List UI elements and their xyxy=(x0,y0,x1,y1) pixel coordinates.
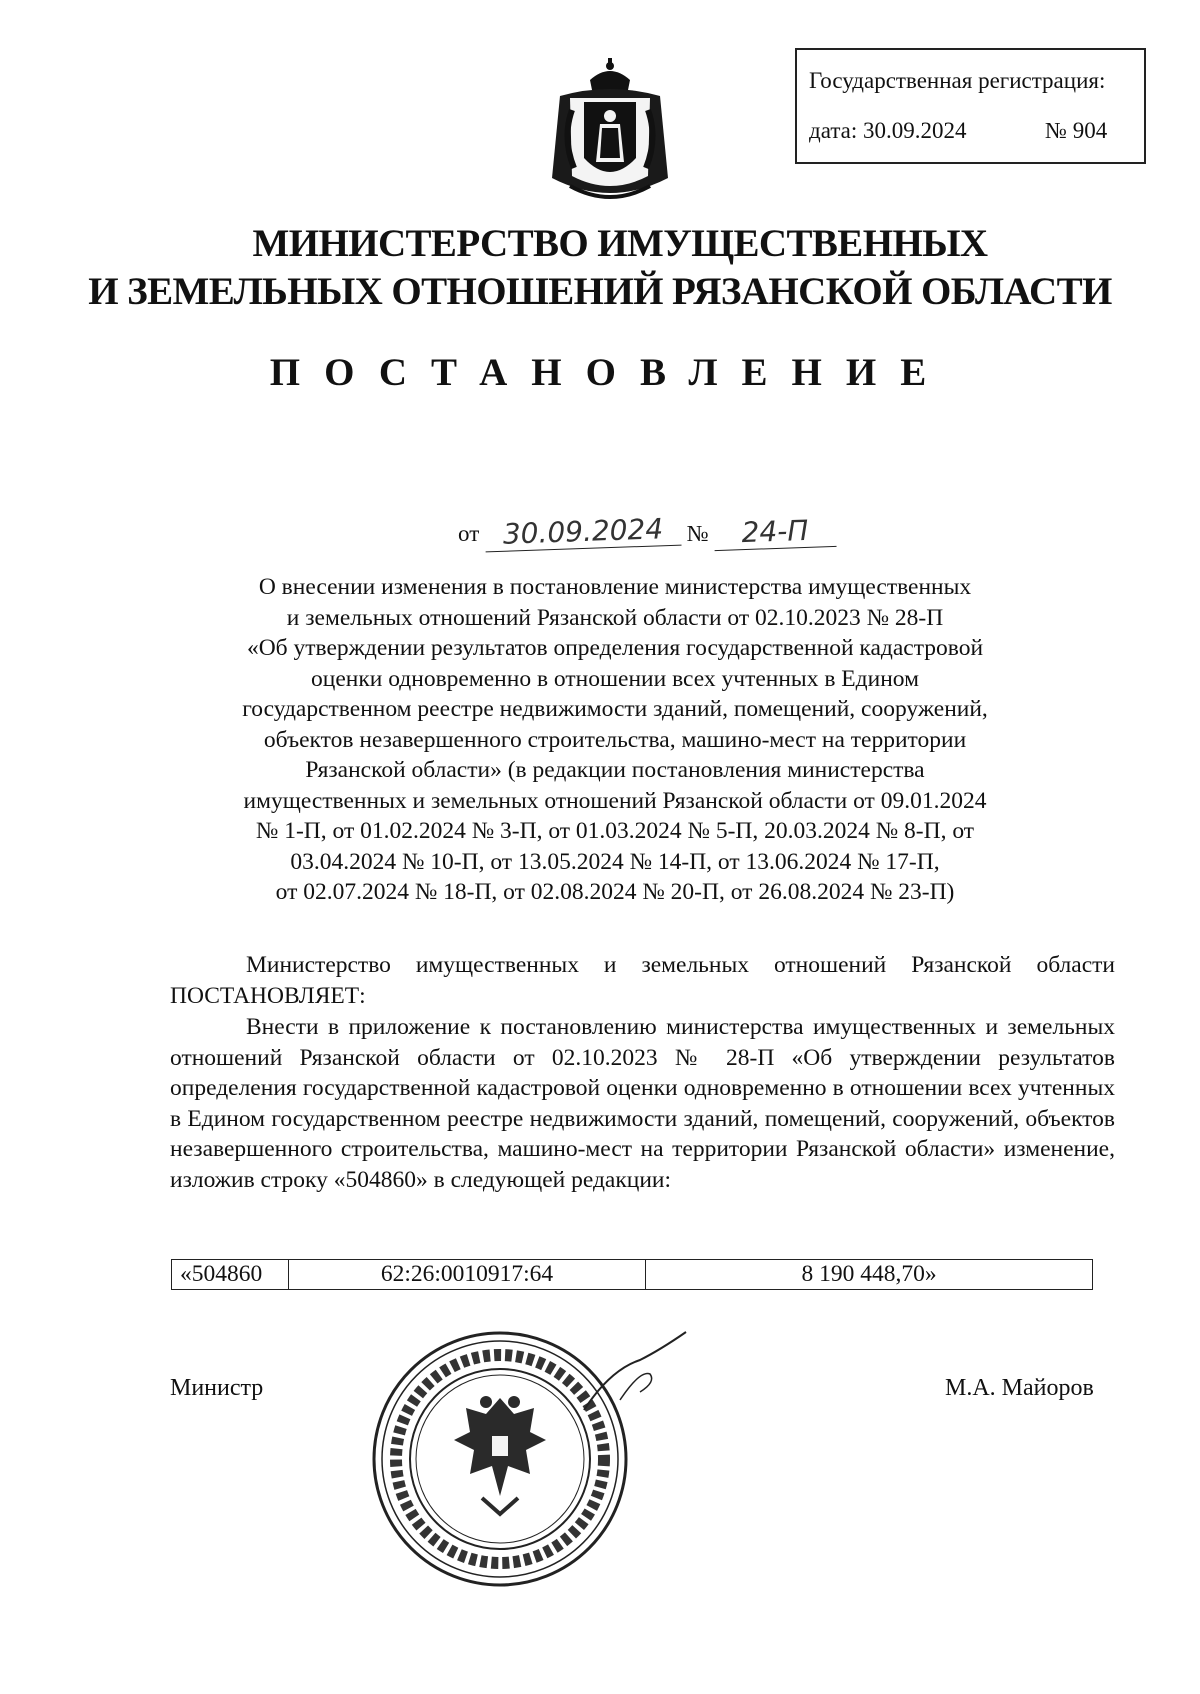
table-cell-cadastral-number: 62:26:0010917:64 xyxy=(289,1260,646,1290)
table-cell-value: 8 190 448,70» xyxy=(646,1260,1093,1290)
handwritten-signature-icon xyxy=(580,1330,690,1420)
subject-line: «Об утверждении результатов определения государственной кадастровой xyxy=(246,635,984,661)
registration-box xyxy=(795,48,1146,164)
subject-line: О внесении изменения в постановление министерства имущественных xyxy=(258,574,972,600)
body-paragraph-2 xyxy=(170,1012,1115,1195)
ministry-name-line1: МИНИСТЕРСТВО ИМУЩЕСТВЕННЫХ xyxy=(252,222,988,265)
number-label: № xyxy=(686,521,709,546)
document-type-title: ПОСТАНОВЛЕНИЕ xyxy=(269,351,951,394)
subject-line: № 1-П, от 01.02.2024 № 3-П, от 01.03.2024 № 5-П, 20.03.2024 № 8-П, от xyxy=(255,818,975,844)
coat-of-arms-icon xyxy=(540,58,680,213)
resolution-statement: Министерство имущественных и земельных отношений Рязанской области ПОСТАНОВЛЯЕТ: xyxy=(170,952,1115,1009)
subject-line: государственном реестре недвижимости зданий, помещений, сооружений, xyxy=(242,696,988,722)
amendment-text: Внести в приложение к постановлению министерства имущественных и земельных отношений Рязанской области от 02.10.2023 № 28-П «Об утверждении результатов определения государственной кадастровой оценки одновременно в отношении всех учтенных в Едином государственном реестре недвижимости зданий, помещений, сооружений, объектов незавершенного строительства, машино-мест на территории Рязанской области» изменение, изложив строку «504860» в следующей редакции: xyxy=(170,1014,1115,1193)
registration-title: Государственная регистрация: xyxy=(809,68,1106,93)
ministry-name-line2: И ЗЕМЕЛЬНЫХ ОТНОШЕНИЙ РЯЗАНСКОЙ ОБЛАСТИ xyxy=(88,270,1112,313)
subject-line: оценки одновременно в отношении всех учтенных в Едином xyxy=(311,665,919,692)
amendment-table xyxy=(171,1259,1093,1290)
subject-line: имущественных и земельных отношений Рязанской области от 09.01.2024 xyxy=(243,787,987,814)
table-cell-id: «504860 xyxy=(172,1260,289,1290)
subject-line: Рязанской области» (в редакции постановления министерства xyxy=(305,757,925,783)
subject-line: объектов незавершенного строительства, машино-мест на территории xyxy=(263,726,967,753)
from-label: от xyxy=(458,521,480,546)
date-number-line xyxy=(458,512,836,551)
registration-number: № 904 xyxy=(1045,118,1108,143)
signatory-name: М.А. Майоров xyxy=(945,1375,1094,1401)
registration-date: дата: 30.09.2024 xyxy=(809,118,967,143)
handwritten-number: 24-П xyxy=(714,513,837,551)
document-subject xyxy=(150,572,1080,908)
subject-line: 03.04.2024 № 10-П, от 13.05.2024 № 14-П, от 13.06.2024 № 17-П, xyxy=(290,848,940,875)
body-paragraph-1 xyxy=(170,950,1115,1011)
subject-line: от 02.07.2024 № 18-П, от 02.08.2024 № 20-П, от 26.08.2024 № 23-П) xyxy=(275,879,955,905)
subject-line: и земельных отношений Рязанской области от 02.10.2023 № 28-П xyxy=(286,604,944,631)
table-row xyxy=(172,1260,1093,1290)
handwritten-date: 30.09.2024 xyxy=(484,512,681,553)
signatory-position: Министр xyxy=(170,1375,264,1401)
